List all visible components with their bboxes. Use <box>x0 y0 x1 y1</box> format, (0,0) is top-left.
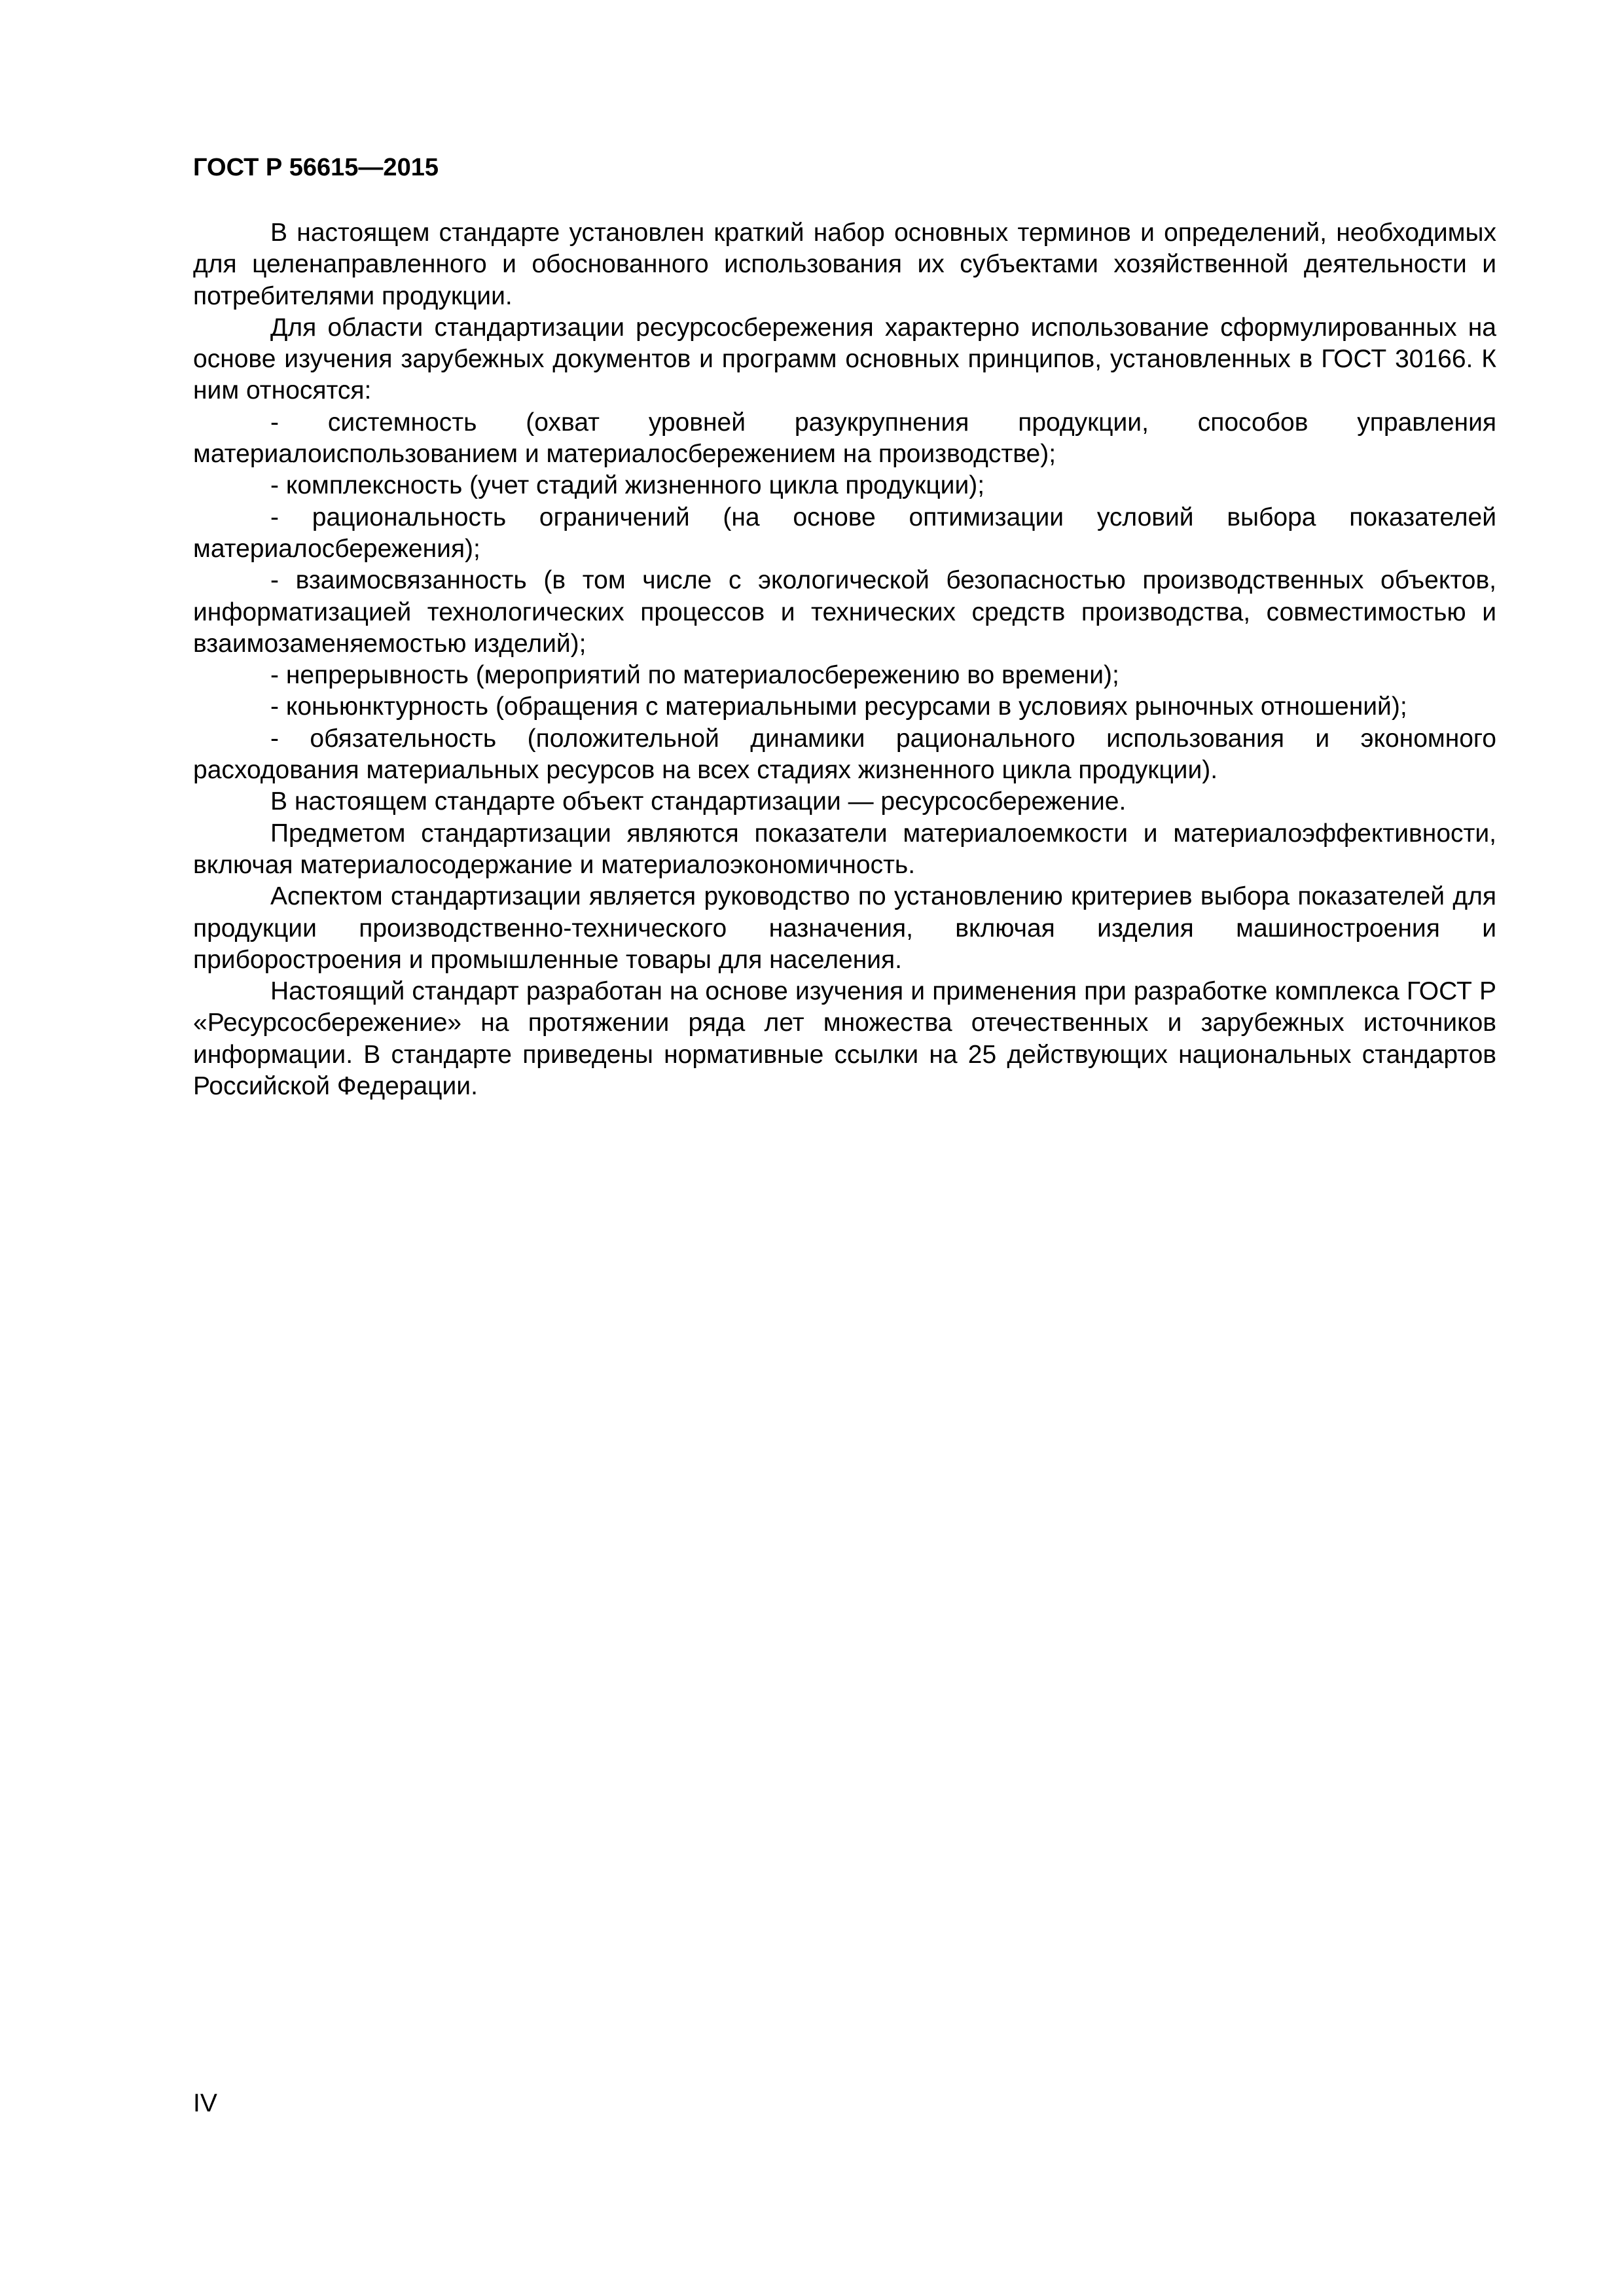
list-item-rational-limits: - рациональность ограничений (на основе оптимизации условий выбора показателей материалосбережения); <box>193 503 1496 563</box>
paragraph-aspect: Аспектом стандартизации является руководство по установлению критериев выбора показателей для продукции производственно-технического назначения, включая изделия машиностроения и приборостроения и промышленные товары для населения. <box>193 882 1496 974</box>
paragraph-intro: В настоящем стандарте установлен краткий набор основных терминов и определений, необходимых для целенаправленного и обоснованного использования их субъектами хозяйственной деятельности и потребителями продукции. <box>193 219 1496 310</box>
list-item-continuity: - непрерывность (мероприятий по материалосбережению во времени); <box>270 661 1119 690</box>
paragraph-principles: Для области стандартизации ресурсосбережения характерно использование сформулированных на основе изучения зарубежных документов и программ основных принципов, установленных в ГОСТ 30166. К ним относятся: <box>193 313 1496 405</box>
page-number: IV <box>193 2089 217 2117</box>
list-item-interconnected: - взаимосвязанность (в том числе с экологической безопасностью производственных объектов, информатизацией технологических процессов и технических средств производства, совместимостью и взаимозаменяемостью изделий); <box>193 566 1496 658</box>
document-body <box>193 217 1496 1102</box>
paragraph-basis: Настоящий стандарт разработан на основе изучения и применения при разработке комплекса ГОСТ Р «Ресурсосбережение» на протяжении ряда лет множества отечественных и зарубежных источников информации. В стандарте приведены нормативные ссылки на 25 действующих национальных стандартов Российской Федерации. <box>193 977 1496 1101</box>
paragraph-object: В настоящем стандарте объект стандартизации — ресурсосбережение. <box>270 787 1127 816</box>
list-item-obligation: - обязательность (положительной динамики рационального использования и экономного расходования материальных ресурсов на всех стадиях жизненного цикла продукции). <box>193 724 1496 785</box>
paragraph-subject: Предметом стандартизации являются показатели материалоемкости и материалоэффективности, включая материалосодержание и материалоэкономичность. <box>193 819 1496 879</box>
list-item-complex: - комплексность (учет стадий жизненного цикла продукции); <box>270 471 985 500</box>
list-item-systemic: - системность (охват уровней разукрупнения продукции, способов управления материалоиспользованием и материалосбережением на производстве); <box>193 408 1496 469</box>
list-item-conjuncture: - коньюнктурность (обращения с материальными ресурсами в условиях рыночных отношений); <box>270 692 1407 721</box>
document-header: ГОСТ Р 56615—2015 <box>193 154 439 181</box>
